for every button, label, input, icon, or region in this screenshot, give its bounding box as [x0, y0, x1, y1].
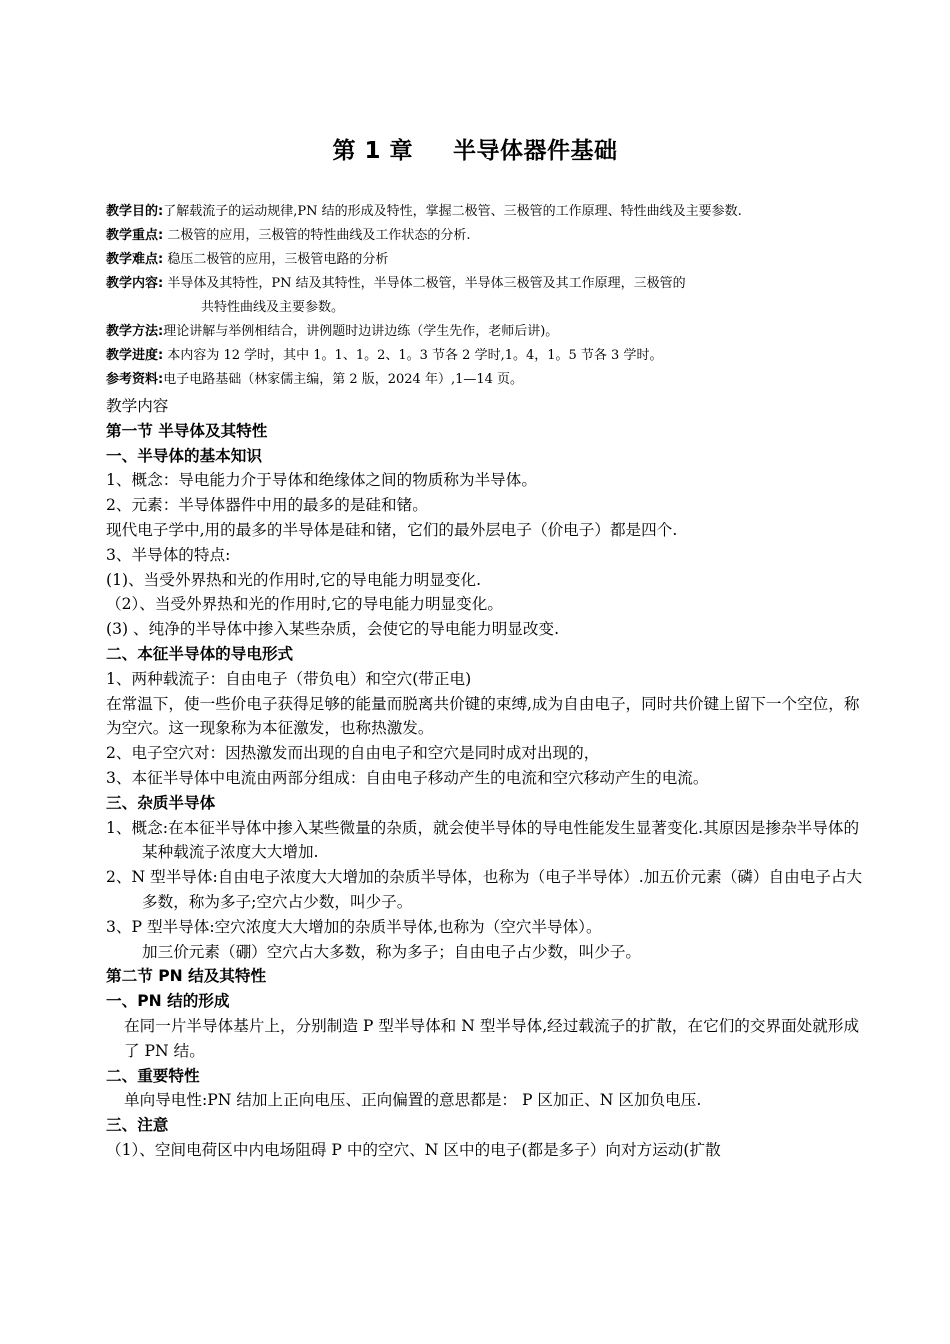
- section-2-title: 第二节 PN 结及其特性: [106, 967, 267, 986]
- paragraph: 2、N 型半导体:自由电子浓度大大增加的杂质半导体，也称为（电子半导体）.加五价元素（磷）自由电子占大多数，称为多子;空穴占少数，叫少子。: [106, 868, 863, 911]
- paragraph: 3、本征半导体中电流由两部分组成：自由电子移动产生的电流和空穴移动产生的电流。: [106, 768, 709, 787]
- paragraph: 1、概念:在本征半导体中掺入某些微量的杂质，就会使半导体的导电性能发生显著变化.其原因是掺杂半导体的某种载流子浓度大大增加.: [106, 818, 860, 862]
- lesson-content: [106, 394, 866, 1163]
- paragraph: 单向导电性:PN 结加上正向电压、正向偏置的意思都是： P 区加正、N 区加负电压.: [124, 1091, 702, 1110]
- chapter-name: 半导体器件基础: [453, 138, 618, 164]
- section-1-subheading-1: 一、半导体的基本知识: [106, 446, 262, 465]
- chapter-number: 第 1 章: [332, 138, 414, 164]
- paragraph: 1、概念：导电能力介于导体和绝缘体之间的物质称为半导体。: [106, 471, 537, 490]
- method-row: [106, 320, 866, 344]
- difficulty-text: 稳压二极管的应用，三极管电路的分析: [163, 252, 389, 267]
- paragraph: （2）、当受外界热和光的作用时,它的导电能力明显变化。: [106, 595, 503, 614]
- method-label: 教学方法:: [106, 324, 164, 339]
- content-label: 教学内容:: [106, 276, 164, 291]
- paragraph: 2、元素：半导体器件中用的最多的是硅和锗。: [106, 496, 428, 515]
- paragraph: （1）、空间电荷区中内电场阻碍 P 中的空穴、N 区中的电子(都是多子）向对方运动(扩散: [106, 1140, 721, 1159]
- paragraph: 3、P 型半导体:空穴浓度大大增加的杂质半导体,也称为（空穴半导体）。: [106, 917, 602, 936]
- reference-label: 参考资料:: [106, 372, 164, 387]
- progress-row: [106, 344, 866, 368]
- content-heading: 教学内容: [106, 397, 169, 415]
- paragraph: 3、半导体的特点:: [106, 545, 231, 564]
- key-points-label: 教学重点:: [106, 228, 164, 243]
- paragraph: 1、两种载流子：自由电子（带负电）和空穴(带正电): [106, 669, 472, 688]
- progress-label: 教学进度:: [106, 348, 164, 363]
- section-1-subheading-3: 三、杂质半导体: [106, 793, 216, 812]
- progress-text: 本内容为 12 学时，其中 1。1、1。2、1。3 节各 2 学时,1。4，1。5 节各 3 学时。: [163, 348, 663, 363]
- paragraph: 在同一片半导体基片上，分别制造 P 型半导体和 N 型半导体,经过载流子的扩散，在它们的交界面处就形成了 PN 结。: [124, 1016, 860, 1060]
- content-row-continued: 共特性曲线及主要参数。: [201, 300, 345, 315]
- key-points-row: [106, 224, 866, 248]
- chapter-title: [0, 132, 950, 165]
- reference-row: [106, 368, 866, 392]
- objective-row: [106, 200, 866, 224]
- section-1-title: 第一节 半导体及其特性: [106, 421, 268, 440]
- section-1-subheading-2: 二、本征半导体的导电形式: [106, 644, 294, 663]
- difficulty-label: 教学难点:: [106, 252, 164, 267]
- section-2-subheading-1: 一、PN 结的形成: [106, 992, 230, 1011]
- paragraph: 加三价元素（硼）空穴占大多数，称为多子；自由电子占少数，叫少子。: [142, 942, 642, 961]
- paragraph: (1)、当受外界热和光的作用时,它的导电能力明显变化.: [106, 570, 482, 589]
- section-2-subheading-2: 二、重要特性: [106, 1066, 200, 1085]
- teaching-info: [106, 200, 866, 392]
- key-points-text: 二极管的应用，三极管的特性曲线及工作状态的分析.: [163, 228, 471, 243]
- reference-text: 电子电路基础（林家儒主编，第 2 版，2024 年）,1—14 页。: [163, 372, 524, 387]
- objective-label: 教学目的:: [106, 204, 164, 219]
- difficulty-row: [106, 248, 866, 272]
- paragraph: 在常温下，使一些价电子获得足够的能量而脱离共价键的束缚,成为自由电子，同时共价键上留下一个空位，称为空穴。这一现象称为本征激发，也称热激发。: [106, 694, 860, 738]
- method-text: 理论讲解与举例相结合，讲例题时边讲边练（学生先作，老师后讲)。: [163, 324, 559, 339]
- paragraph: 2、电子空穴对：因热激发而出现的自由电子和空穴是同时成对出现的，: [106, 744, 600, 763]
- content-row: [106, 272, 866, 296]
- paragraph: 现代电子学中,用的最多的半导体是硅和锗，它们的最外层电子（价电子）都是四个.: [106, 520, 678, 539]
- paragraph: (3) 、纯净的半导体中掺入某些杂质，会使它的导电能力明显改变.: [106, 620, 560, 639]
- objective-text: 了解载流子的运动规律,PN 结的形成及特性，掌握二极管、三极管的工作原理、特性曲线及主要参数.: [163, 204, 742, 219]
- document-body: [106, 200, 866, 1163]
- section-2-subheading-3: 三、注意: [106, 1116, 169, 1135]
- content-text: 半导体及其特性，PN 结及其特性，半导体二极管，半导体三极管及其工作原理，三极管的: [163, 276, 686, 291]
